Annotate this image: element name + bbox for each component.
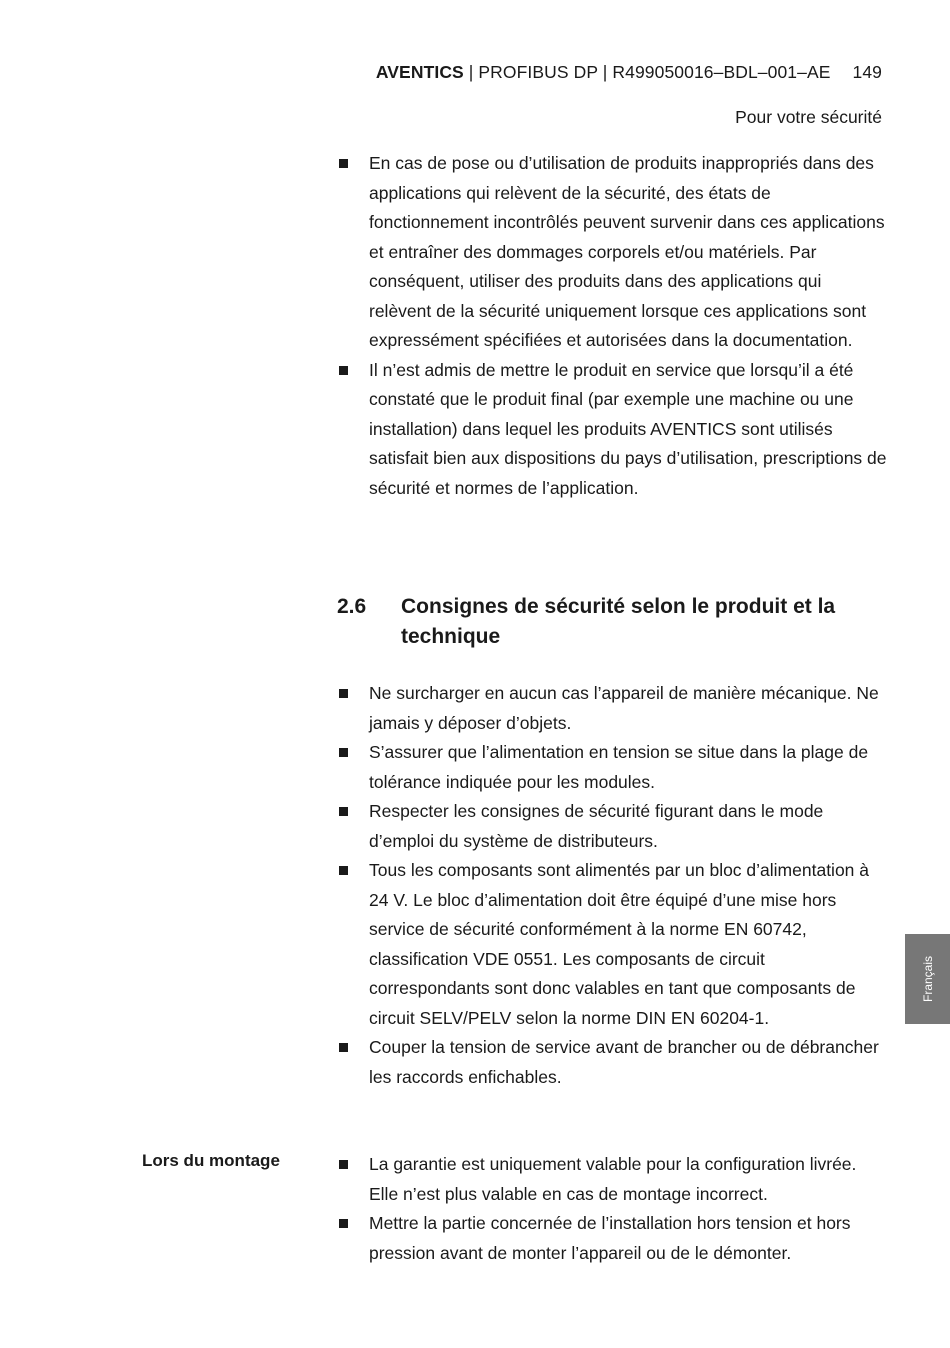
page-number: 149 [852,62,882,82]
bullet-square-icon [339,366,348,375]
intro-bullet-list [337,149,887,503]
list-item [337,1209,887,1268]
list-item [337,856,887,1033]
language-tab [905,934,950,1024]
section-number: 2.6 [337,595,367,618]
montage-margin-label: Lors du montage [142,1151,280,1170]
bullet-square-icon [339,748,348,757]
list-item [337,149,887,356]
list-item [337,679,887,738]
list-item [337,356,887,504]
bullet-square-icon [339,1219,348,1228]
section-title: Consignes de sécurité selon le produit et la technique [401,595,836,648]
list-item-text: Ne surcharger en aucun cas l’appareil de manière mécanique. Ne jamais y déposer d’objets. [369,683,879,733]
section-name: Pour votre sécurité [735,107,882,127]
list-item [337,797,887,856]
bullet-square-icon [339,1043,348,1052]
list-item-text: En cas de pose ou d’utilisation de produits inappropriés dans des applications qui relèvent de la sécurité, des états de fonctionnement incontrôlés peuvent survenir dans ces applications et entraîner des dommages corporels et/ou matériels. Par conséquent, utiliser des produits dans des applications qui relèvent de la sécurité uniquement lorsque ces applications sont expressément spécifiées et autorisées dans la documentation. [369,153,885,350]
list-item-text: Tous les composants sont alimentés par un bloc d’alimentation à 24 V. Le bloc d’alimentation doit être équipé d’une mise hors service de sécurité conformément à la norme EN 60742, classification VDE 0551. Les composants de circuit correspondants sont donc valables en tant que composants de circuit SELV/PELV selon la norme DIN EN 60204-1. [369,860,869,1028]
document-info: | PROFIBUS DP | R499050016–BDL–001–AE [463,62,831,82]
list-item-text: Mettre la partie concernée de l’installation hors tension et hors pression avant de monter l’appareil ou de le démonter. [369,1213,851,1263]
montage-bullet-list [337,1150,887,1268]
list-item-text: La garantie est uniquement valable pour la configuration livrée. Elle n’est plus valable en cas de montage incorrect. [369,1154,857,1204]
brand-name: AVENTICS [375,62,464,82]
list-item [337,1150,887,1209]
running-header [376,62,882,83]
bullet-square-icon [339,866,348,875]
list-item-text: Couper la tension de service avant de brancher ou de débrancher les raccords enfichables. [369,1037,879,1087]
list-item-text: Respecter les consignes de sécurité figurant dans le mode d’emploi du système de distributeurs. [369,801,824,851]
section-bullet-list [337,679,887,1092]
bullet-square-icon [339,807,348,816]
list-item-text: Il n’est admis de mettre le produit en service que lorsqu’il a été constaté que le produit final (par exemple une machine ou une installation) dans lequel les produits AVENTICS sont utilisés satisfait bien aux dispositions du pays d’utilisation, prescriptions de sécurité et normes de l’application. [369,359,887,498]
list-item-text: S’assurer que l’alimentation en tension se situe dans la plage de tolérance indiquée pour les modules. [369,742,869,792]
section-heading [337,592,897,652]
list-item [337,738,887,797]
bullet-square-icon [339,1160,348,1169]
language-tab-label: Français [920,955,935,1003]
bullet-square-icon [339,159,348,168]
list-item [337,1033,887,1092]
bullet-square-icon [339,689,348,698]
